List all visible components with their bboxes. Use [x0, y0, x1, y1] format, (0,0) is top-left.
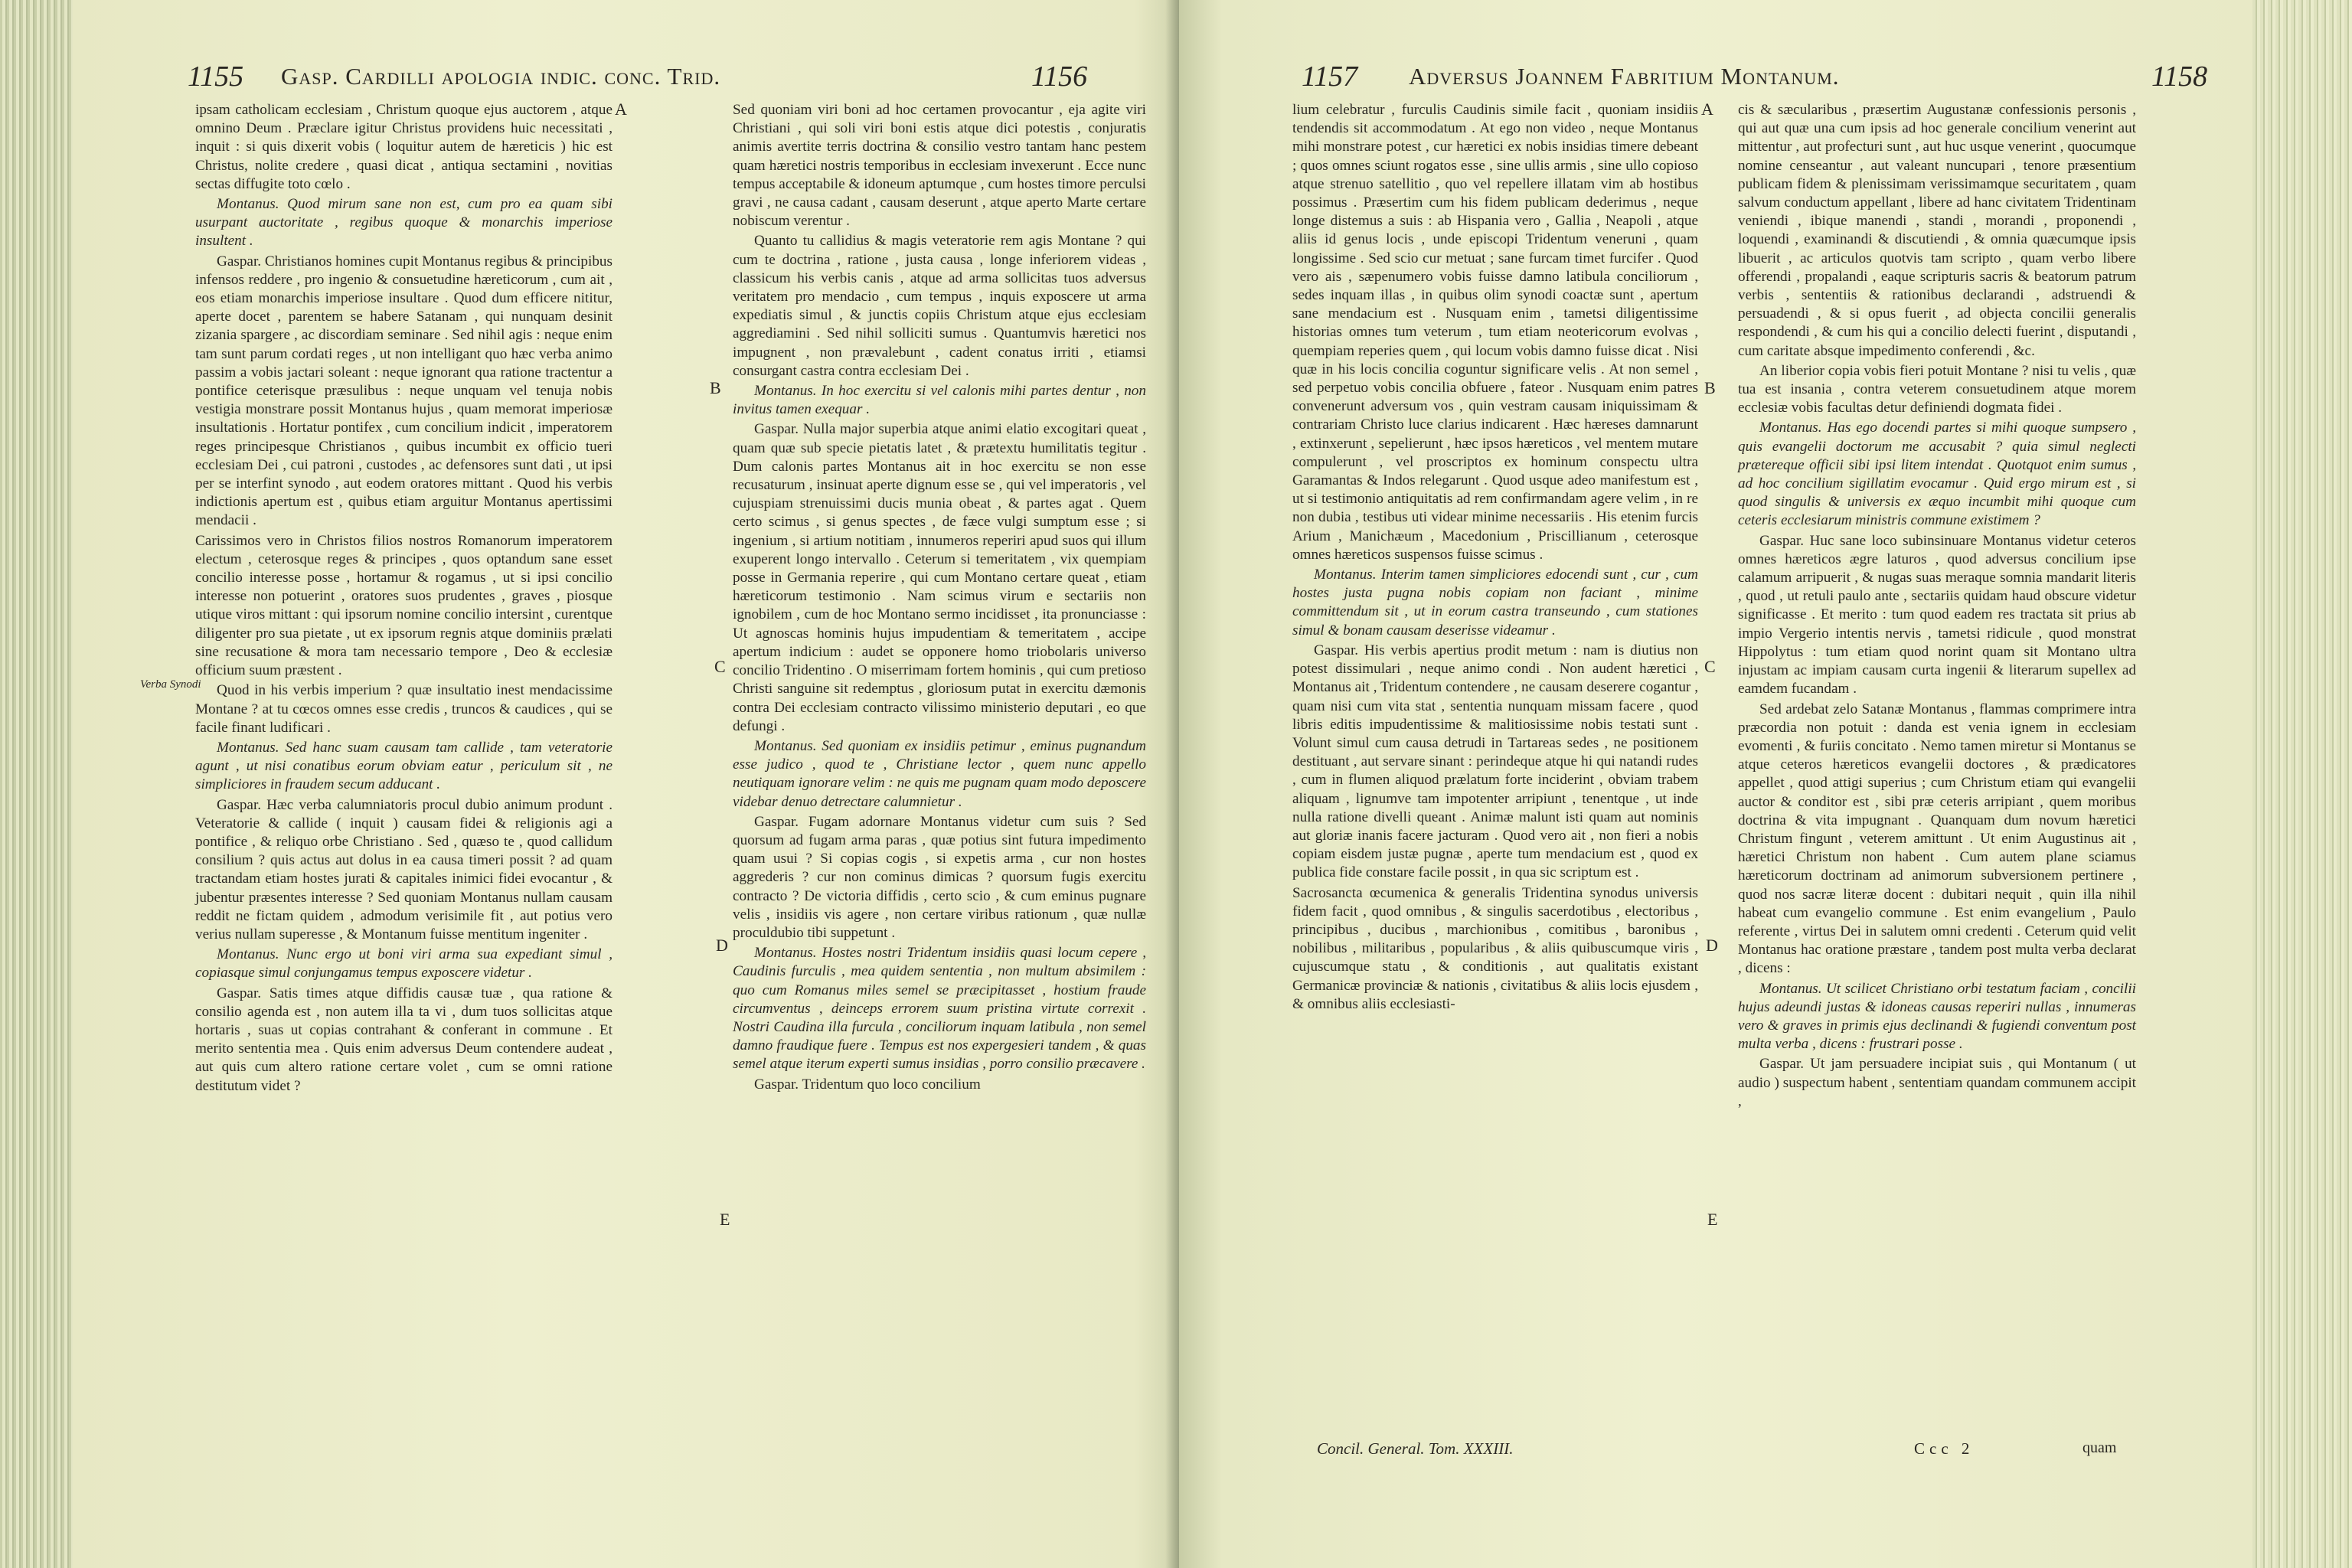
paragraph: Montanus. Sed hanc suam causam tam callide , tam veteratorie agunt , ut nisi conatibus eorum obviam eatur , periculum sit , ne simpliciores in fraudem secum adducant .	[195, 739, 612, 793]
left-page-edges	[0, 0, 73, 1568]
page-number: 1157	[1302, 60, 1358, 93]
paragraph: Gaspar. Fugam adornare Montanus videtur cum suis ? Sed quorsum ad fugam arma paras , quæ potius sint futura impedimento quam usui ? Si copias cogis , si expetis arma , cur non hostes aggrederis ? cur non cominus dimicas ? quorsum fugis exercitu contracto ? De victoria diffidis , certo scio , & cum eminus pugnare velis , insidiis vis agere , non certare viribus rationum , quæ nullæ proculdubio tibi suppetunt .	[733, 813, 1146, 941]
text-column-2	[1738, 101, 2136, 1112]
paragraph: Gaspar. Huc sane loco subinsinuare Montanus videtur ceteros omnes hæreticos ægre laturos , quod adversus concilium ipse calamum arripuerit , & nugas suas meraque somnia mandarit literis , quod , ut retuli paulo ante , sectariis quidam haud obscure videtur significasse . Et merito : tum quod eadem res tractata sit prius ab impio Vergerio intentis nervis , tametsi ridicule , quod monstrat Hippolytus : tum etiam quod norint quam sit Montano ultra injustam ac impiam causam curta ingenii & literarum supellex ad eamdem fucandam .	[1738, 532, 2136, 697]
paragraph: Sed quoniam viri boni ad hoc certamen provocantur , eja agite viri Christiani , qui soli viri boni estis atque dici potestis , conjuratis animis avertite terris doctrina & consilio vestro tantam hanc pestem quam hæretici nostris temporibus in ecclesiam invexerunt . Ecce nunc tempus acceptabile & idoneum aptumque , cum hostes timore perculsi gravi , ne causa cadant , causam deserunt , atque aperto Marte certare nobiscum verentur .	[733, 102, 1146, 230]
margin-letter: D	[716, 936, 728, 955]
paragraph: Montanus. Ut scilicet Christiano orbi testatum faciam , concilii hujus adeundi justas & idoneas causas reperiri nullas , innumeras vero & graves in primis ejus declinandi & fugiendi conventum post multa verba , dicens : frustrari posse .	[1738, 980, 2136, 1053]
paragraph: Montanus. Hostes nostri Tridentum insidiis quasi locum cepere , Caudinis furculis , mea quidem sententia , non multum absimilem : quo cum Romanus miles semel se præcipitasset , hostium fraude circumventus , deinceps errorem suum pristina virtute correxit . Nostri Caudina illa furcula , conciliorum inquam latibula , non semel damno fraudique fuere . Tempus est nos expergesieri tandem , & quas semel atque iterum experti sumus insidias , porro consilio præcavere .	[733, 945, 1146, 1073]
page-number: 1155	[188, 60, 244, 93]
right-page	[1179, 0, 2252, 1568]
paragraph: Gaspar. Hæc verba calumniatoris procul dubio animum produnt . Veteratorie & callide ( inquit ) causam fidei & religionis agi a pontifice , & reliquo orbe Christiano . Sed , quæso te , quod callidum consilium ? quis actus aut dolus in ea causa timeri possit ? ad quam tractandam etiam hostes jurati & capitales inimici fidei evocantur , & jubentur præsentes interesse ? Sed quoniam Montanus nullam causam reddit ne fictam quidem , admodum verisimile fit , aut potius vero verius nullam superesse , & Montanum fuisse mentitum ingeniter .	[195, 796, 612, 942]
margin-letter: A	[615, 100, 627, 119]
text-column-1	[1292, 101, 1698, 1015]
text-column-1	[195, 101, 612, 1097]
margin-letter: E	[1707, 1210, 1718, 1229]
right-page-edges	[2252, 0, 2352, 1568]
paragraph: An liberior copia vobis fieri potuit Montane ? nisi tu velis , quæ tua est insania , contra veterem consuetudinem atque morem ecclesiæ vobis facultas detur definiendi dogmata fidei .	[1738, 362, 2136, 416]
volume-footer: Concil. General. Tom. XXXIII.	[1317, 1439, 1514, 1458]
paragraph: Quod in his verbis imperium ? quæ insultatio inest mendacissime Montane ? at tu cœcos omnes esse credis , truncos & caudices , qui se facile finant ludificari .	[195, 682, 612, 736]
margin-letter: C	[1704, 657, 1716, 676]
paragraph: Gaspar. Ut jam persuadere incipiat suis , qui Montanum ( ut audio ) suspectum habent , sententiam quandam communem accipit ,	[1738, 1056, 2136, 1109]
paragraph: Montanus. Quod mirum sane non est, cum pro ea quam sibi usurpant auctoritate , regibus quoque & monarchis imperiose insultent .	[195, 196, 612, 250]
paragraph: Gaspar. Nulla major superbia atque animi elatio excogitari queat , quam quæ sub specie pietatis latet , & prætextu humilitatis tegitur . Dum calonis partes Montanus ait in hoc exercitu se non esse recusaturum , insinuat aperte dignum esse se , qui vel imperatoris , vel cujuspiam strenuissimi ducis munia obeat , & partes agat . Quem certo scimus , si genus spectes , de fæce vulgi sumptum esse ; si ingenium , si artium notitiam , innumeros reperiri apud suos qui illum exuperent longo intervallo . Ceterum si temeritatem , vix quempiam posse in Germania reperire , qui cum Montano certare queat , etiam hæreticorum testimonio . Nam scimus virum e sectariis non ignobilem , cum de hoc Montano sermo incidisset , ita pronunciasse : Ut agnoscas hominis hujus impudentiam & temeritatem , accipe apertum indicium : audet se opponere homo triobolaris universo concilio Tridentino . O miserrimam fortem hominis , qui cum pretioso Christi sanguine sit redemptus , gloriosum putat in exercitu dæmonis contra Dei ecclesiam contracto vilissimo ministerio deputari , eo que defungi .	[733, 421, 1146, 734]
text-column-2	[733, 101, 1146, 1096]
quotation: Carissimos vero in Christos filios nostros Romanorum imperatorem electum , ceterosque reges & principes , quos optandum sane esset concilio interesse posse , hortamur & rogamus , ut si ipsi concilio interesse non potuerint , oratores suos prudentes , graves , piosque utique viros mittant : qui ipsorum nomine concilio intersint , curentque diligenter pro sua pietate , ut ex ipsorum regnis atque dominiis prælati sine recusatione & mora tam necessario tempore , Deo & ecclesiæ officium suum præstent .	[195, 532, 612, 679]
page-number: 1156	[1031, 60, 1088, 93]
paragraph: Gaspar. His verbis apertius prodit metum : nam is diutius non potest dissimulari , neque animo condi . Non audent hæretici , Montanus ait , Tridentum contendere , ne causam deserere cogantur , quam nisi cum vita stat , sententia nunquam missam facere , quod libris editis impudentissime & malitiosissime nobis testati sunt . Volunt simul cum causa detrudi in Tartareas sedes , ne positionem destituant , aut servare sinant : perindeque atque hi qui natandi rudes , cum in flumen aliquod prælatum forte inciderint , obviam trabem aliquam , lignumve tam impotenter arripiunt , tenentque , ut inde nulla ratione divelli queant . Animæ malunt isti quam aut nominis aut gloriæ inanis facere jacturam . Quod vero ait , non fieri a nobis copiam eisdem justæ pugnæ , aperte tum mendacium est , quod ex publica fide constare facile possit , in qua sic scriptum est .	[1292, 642, 1698, 881]
margin-letter: B	[710, 378, 721, 397]
paragraph: Sed ardebat zelo Satanæ Montanus , flammas comprimere intra præcordia non potuit : danda est venia ignem in ecclesiam evomenti , & furiis concitato . Nemo tamen miretur si Montanus se atque ceteros hæreticos evangelii doctores , & prædicatores appellet , quod attigi superius ; cum Christum etiam qui evangelii auctor & conditor est , sibi præ ceteris arripiant , quem moribus doctrina & vita impugnant . Quanquam dum novum hæretici Christum fingunt , veterem amittunt . Ut enim Augustinus ait , hæretici Christum non habent . Cum autem plane sciamus hæreticorum doctrinam ad animorum subversionem pertinere , quod nos sacræ literæ docent : dubitari nequit , quin illa nihil habeat cum evangelio commune . Est enim evangelium , Paulo referente , virtus Dei in salutem omni credenti . Ceterum quid velit Montanus hac oratione præstare , tandem post multa verba declarat , dicens :	[1738, 701, 2136, 977]
paragraph: Gaspar. Christianos homines cupit Montanus regibus & principibus infensos reddere , pro ingenio & consuetudine hæreticorum , cum ait , eos etiam monarchis imperiose insultare . Quod dum efficere nititur, aperte docet , parentem se habere Satanam , qui nunquam desinit zizania spargere , ac discordiam seminare . Sed nihil agis : neque enim tam sunt parum cordati reges , ut non intelligant quo hæc verba animo passim a vobis jactari soleant : neque ignorant qua ratione tractentur a pontifice ceterisque præsulibus : neque unquam vel tenuja nobis vestigia monstrare possit Montanus hujus , quam memorat imperiosæ insultationis . Hortatur pontifex , cum concilium indicit , imperatorem reges principesque Christianos , quibus incumbit ex officio tueri ecclesiam Dei , cui patroni , custodes , ac defensores sunt dati , ut ipsi per se interfint synodo , aut eodem oratores mittant . Quod his verbis indictionis apertum est , quibus etiam arguitur Montanus apertissimi mendacii .	[195, 253, 612, 529]
margin-letter: C	[714, 657, 726, 676]
margin-letter: D	[1706, 936, 1718, 955]
running-header: Gasp. Cardilli apologia indic. conc. Trid.	[281, 63, 721, 90]
catchword: quam	[2082, 1439, 2117, 1456]
quotation: cis & sæcularibus , præsertim Augustanæ confessionis personis , qui aut quæ una cum ipsis ad hoc generale concilium venerint aut mittentur , aut profecturi sunt , aut huc usque venerint , quocumque nomine censeantur , aut valeant nuncupari , tenore præsentium publicam fidem & plenissimam verissimamque securitatem , quam salvum conductum appellant , libere ad hanc civitatem Tridentinam veniendi , ibique manendi , standi , morandi , proponendi , loquendi , examinandi & discutiendi , & omnia quæcumque ipsis libuerit , ac articulos quotvis tam scripto , quam verbo libere offerendi , propalandi , eaque scripturis sacris & beatorum patrum verbis , sententiis & rationibus declarandi , adstruendi & persuadendi , & si opus fuerit , ad objecta concilii generalis respondendi , & cum his qui a concilio delecti fuerint , disputandi , cum caritate absque impedimento conferendi , &c.	[1738, 102, 2136, 359]
paragraph: Montanus. Has ego docendi partes si mihi quoque sumpsero , quis evangelii doctorum me accusabit ? quia simul neglecti prætereque officii sibi ipsi litem intendat . Quotquot enim sumus , ad hoc concilium sigillatim evocamur . Quid ergo mirum est , si quod singulis & universis ex æquo incumbit mihi quoque cum ceteris ecclesiarum ministris commune existimem ?	[1738, 420, 2136, 529]
paragraph: Montanus. Interim tamen simpliciores edocendi sunt , cur , cum hostes justa pugna nobis copiam non faciant , minime committendum sit , ut in eorum castra transeundo , cum stationes simul & bonam causam deserisse videamur .	[1292, 567, 1698, 639]
paragraph: lium celebratur , furculis Caudinis simile facit , quoniam insidiis tendendis sit accommodatum . At ego non video , neque Montanus mihi monstrare potest , cur hæretici ex nobis insidias timere debeant ; quos omnes sciunt rogatos esse , sine ullis armis , sine ullo copioso atque strenuo satellitio , quo vel repellere illatam vim ab hostibus possimus . Præsertim cum his fidem publicam dederimus , neque longe distemus a suis : ab Hispania vero , Gallia , Neapoli , atque aliis id genus locis , unde episcopi Tridentum veneruni , quam longissime . Sed scio cur metuat ; sane furcam timet furcifer . Quod vero ais , sæpenumero vobis fuisse damno latibula conciliorum , sedes inquam illas , in quibus olim synodi coactæ sunt , apertum sane mendacium est . Nusquam enim , tametsi diligentissime historias omnes tum veterum , tum etiam neotericorum evolvas , quempiam reperies quem , qui locum vobis damno fuisse dicat . Nisi quæ in his locis concilia coguntur significare velis . At non semel , sed perpetuo vobis concilia obfuere , fateor . Nusquam enim patres convenerunt adversum vos , quin vestram causam iniquissimam & contrariam Christo luce clarius indicarent . Hæc hæreses damnarunt , extinxerunt , sepelierunt , hæc ipsos hæreticos , vel mentem mutare compulerunt , vel proscriptos ex hominum conspectu ultra Garamantas & Indos relegarunt . Quod usque adeo manifestum est , ut si testimonio antiquitatis ad rem confirmandam agere velim , in re non dubia , testibus uti videar minime necessariis . His etenim furcis Arium , Manichæum , Macedonium , Priscillianum , ceterosque omnes hæreticos suspensos fuisse scimus .	[1292, 102, 1698, 563]
paragraph: Montanus. In hoc exercitu si vel calonis mihi partes dentur , non invitus tamen exequar .	[733, 383, 1146, 418]
margin-letter: A	[1701, 100, 1713, 119]
running-header: Adversus Joannem Fabritium Montanum.	[1409, 63, 1840, 90]
paragraph: Montanus. Nunc ergo ut boni viri arma sua expediant simul , copiasque simul conjungamus tempus exposcere videtur .	[195, 946, 612, 982]
paragraph: Quanto tu callidius & magis veteratorie rem agis Montane ? qui cum te doctrina , ratione , justa causa , longe inferiorem videas , classicum his verbis canis , atque ad arma sollicitas tuos adversus veritatem pro mendacio , cum tempus , inquis exposcere ut arma expediatis simul , & junctis copiis Christum atque ejus ecclesiam aggrediamini . Sed nihil solliciti sumus . Quantumvis hæretici nos impugnent , non prævalebunt , cadent conatus irriti , etiamsi consurgant castra contra ecclesiam Dei .	[733, 233, 1146, 379]
paragraph: ipsam catholicam ecclesiam , Christum quoque ejus auctorem , atque omnino Deum . Præclare igitur Christus providens huic necessitati , inquit : si quis dixerit vobis ( loquitur autem de hæreticis ) hic est Christus, nolite credere , quasi dicat , antiqua sectamini , novitias sectas diffugite toto cœlo .	[195, 102, 612, 192]
paragraph: Gaspar. Tridentum quo loco concilium	[754, 1076, 981, 1093]
paragraph: Gaspar. Satis times atque diffidis causæ tuæ , qua ratione & consilio agenda est , non autem illa ta vi , dum tuos sollicitas atque hortaris , suas ut copias contrahant & conferant in commune . Et merito sententia mea . Quis enim adversus Deum contendere audeat , aut quis cum altero ratione certare volet , cum se omni ratione destitutum videt ?	[195, 985, 612, 1094]
page-number: 1158	[2151, 60, 2208, 93]
quotation: Sacrosancta œcumenica & generalis Tridentina synodus universis fidem facit , quod omnibus , & singulis sacerdotibus , electoribus , principibus , ducibus , marchionibus , comitibus , baronibus , nobilibus , militaribus , popularibus , & aliis quibuscumque viris , cujuscumque statu , & conditionis , aut qualitatis existant Germanicæ provinciæ & nationis , civitatibus & aliis locis ejusdem , & omnibus aliis ecclesiasti-	[1292, 884, 1698, 1012]
margin-note: Verba Synodi	[140, 678, 201, 691]
margin-letter: E	[720, 1210, 730, 1229]
signature-mark: Ccc 2	[1914, 1439, 1975, 1458]
paragraph: Montanus. Sed quoniam ex insidiis petimur , eminus pugnandum esse judico , quod te , Christiane lector , quem nunc appello neutiquam ignorare velim : ne quis me pugnam quam modo deposcere videbar denuo detrectare calumnietur .	[733, 737, 1146, 810]
margin-letter: B	[1704, 378, 1716, 397]
left-page	[73, 0, 1179, 1568]
